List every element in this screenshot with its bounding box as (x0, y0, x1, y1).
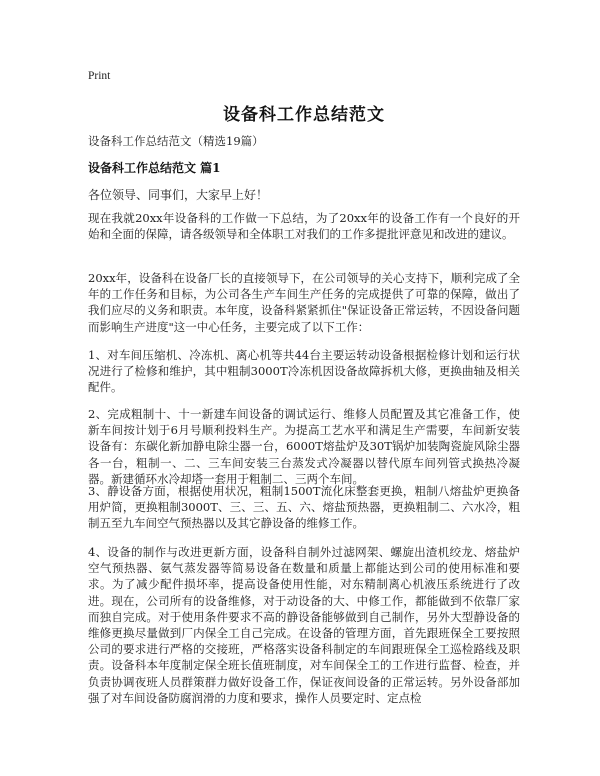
print-label: Print (88, 70, 111, 82)
paragraph: 2、完成粗制十、十一新建车间设备的调试运行、维修人员配置及其它准备工作，使新车间按计划于6月号顺利投料生产。为提高工艺水平和满足生产需要，车间新安装设备有：东碳化新加静电除尘器一台，6000T熔盐炉及30T锅炉加装陶瓷旋风除尘器各一台，粗制一、二、三车间安装三台蒸发式冷凝器以替代原车间列管式换热冷凝器。新建循环水冷却塔一套用于粗制二、三两个车间。 (88, 407, 520, 486)
paragraph: 4、设备的制作与改进更新方面，设备科自制外过滤网架、螺旋出渣机绞龙、熔盐炉空气预热器、氨气蒸发器等简易设备在数量和质量上都能达到公司的使用标准和要求。为了减少配件损坏率，提高设备使用性能，对东精制离心机液压系统进行了改进。现在，公司所有的设备维修，对于动设备的大、中修工作，都能做到不依靠厂家而独自完成。对于使用条件要求不高的静设备能够做到自己制作，另外大型静设备的维修更换尽量做到厂内保全工自己完成。在设备的管理方面，首先跟班保全工要按照公司的要求进行严格的交接班，严格落实设备科制定的车间跟班保全工巡检路线及职责。设备科本年度制定保全班长值班制度，对车间保全工的工作进行监督、检查，并负责协调夜班人员群策群力做好设备工作，保证夜间设备的正常运转。另外设备部加强了对车间设备防腐润滑的力度和要求，操作人员要定时、定点检 (88, 545, 520, 705)
paragraph: 3、静设备方面，根据使用状况，粗制1500T流化床整套更换，粗制八熔盐炉更换备用炉简，更换粗制3000T、三、三、五、六、熔盐预热器，更换粗制二、六水冷，粗制五至九车间空气预热器以及其它静设备的维修工作。 (88, 484, 520, 531)
greeting-text: 各位领导、同事们，大家早上好！ (88, 188, 269, 202)
paragraph: 20xx年，设备科在设备厂长的直接领导下，在公司领导的关心支持下，顺利完成了全年的工作任务和目标，为公司各生产车间生产任务的完成提供了可靠的保障，做出了我们应尽的义务和职责。本年度，设备科紧紧抓住"保证设备正常运转，不因设备问题而影响生产进度"这一中心任务，主要完成了以下工作： (88, 271, 520, 334)
paragraph: 现在我就20xx年设备科的工作做一下总结，为了20xx年的设备工作有一个良好的开始和全面的保障，请各级领导和全体职工对我们的工作多提批评意见和改进的建议。 (88, 211, 520, 242)
paragraph: 1、对车间压缩机、冷冻机、离心机等共44台主要运转动设备根据检修计划和运行状况进行了检修和维护，其中粗制3000T冷冻机因设备故障拆机大修，更换曲轴及相关配件。 (88, 348, 520, 395)
document-subtitle: 设备科工作总结范文（精选19篇） (88, 134, 264, 148)
section-heading: 设备科工作总结范文 篇1 (88, 161, 221, 175)
page-title: 设备科工作总结范文 (223, 105, 385, 125)
